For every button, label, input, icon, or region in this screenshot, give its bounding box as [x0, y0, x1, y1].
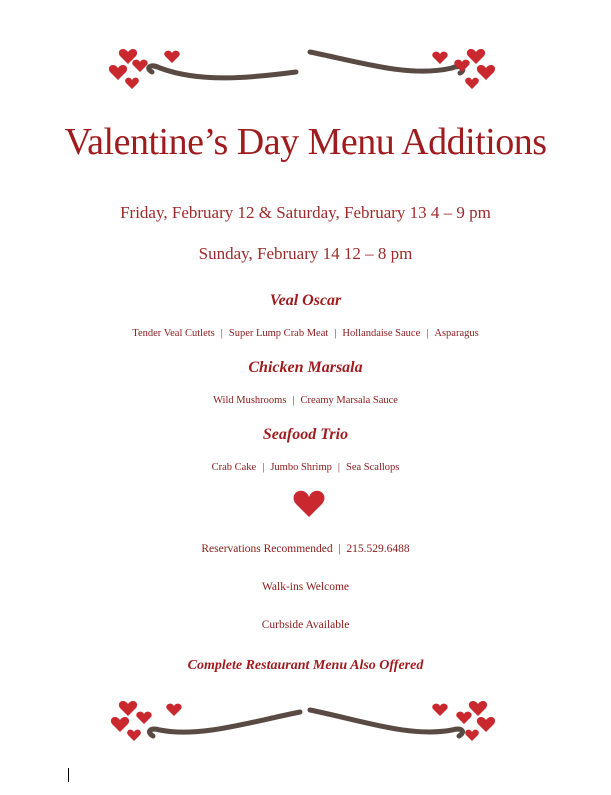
separator: |	[292, 395, 295, 406]
page-title: Valentine’s Day Menu Additions	[64, 121, 547, 163]
date-line-sunday: Sunday, February 14 12 – 8 pm	[198, 244, 413, 263]
dish-item: Asparagus	[434, 328, 479, 339]
separator: |	[220, 328, 223, 339]
dish-item: Crab Cake	[211, 462, 257, 473]
walkins-line: Walk-ins Welcome	[261, 581, 350, 593]
dish-desc-chicken-marsala	[0, 395, 611, 406]
dish-item: Tender Veal Cutlets	[132, 328, 215, 339]
dish-item: Wild Mushrooms	[213, 395, 287, 406]
bottom-vine-ornament	[0, 694, 611, 754]
dish-name-chicken-marsala: Chicken Marsala	[248, 359, 363, 376]
separator: |	[337, 462, 341, 473]
dish-desc-veal-oscar	[0, 328, 611, 339]
dish-desc-seafood-trio	[0, 462, 611, 473]
date-line-weekend: Friday, February 12 & Saturday, February 13 4 – 9 pm	[120, 203, 491, 222]
separator: |	[334, 328, 337, 339]
separator: |	[426, 328, 429, 339]
text-cursor[interactable]	[68, 768, 69, 782]
dish-item: Sea Scallops	[346, 462, 400, 473]
dish-name-veal-oscar: Veal Oscar	[269, 292, 342, 309]
dish-item: Hollandaise Sauce	[342, 328, 421, 339]
dish-item: Super Lump Crab Meat	[228, 328, 329, 339]
top-vine-ornament	[0, 38, 611, 98]
dish-name-seafood-trio: Seafood Trio	[262, 426, 349, 443]
heart-icon	[292, 489, 326, 519]
dish-item: Jumbo Shrimp	[270, 462, 332, 473]
reservations-line: Reservations Recommended | 215.529.6488	[201, 543, 410, 555]
separator: |	[262, 462, 265, 473]
bottom-heart-cluster-left	[111, 701, 182, 741]
curbside-line: Curbside Available	[261, 619, 350, 631]
closing-note: Complete Restaurant Menu Also Offered	[187, 658, 424, 673]
dish-item: Creamy Marsala Sauce	[300, 395, 398, 406]
